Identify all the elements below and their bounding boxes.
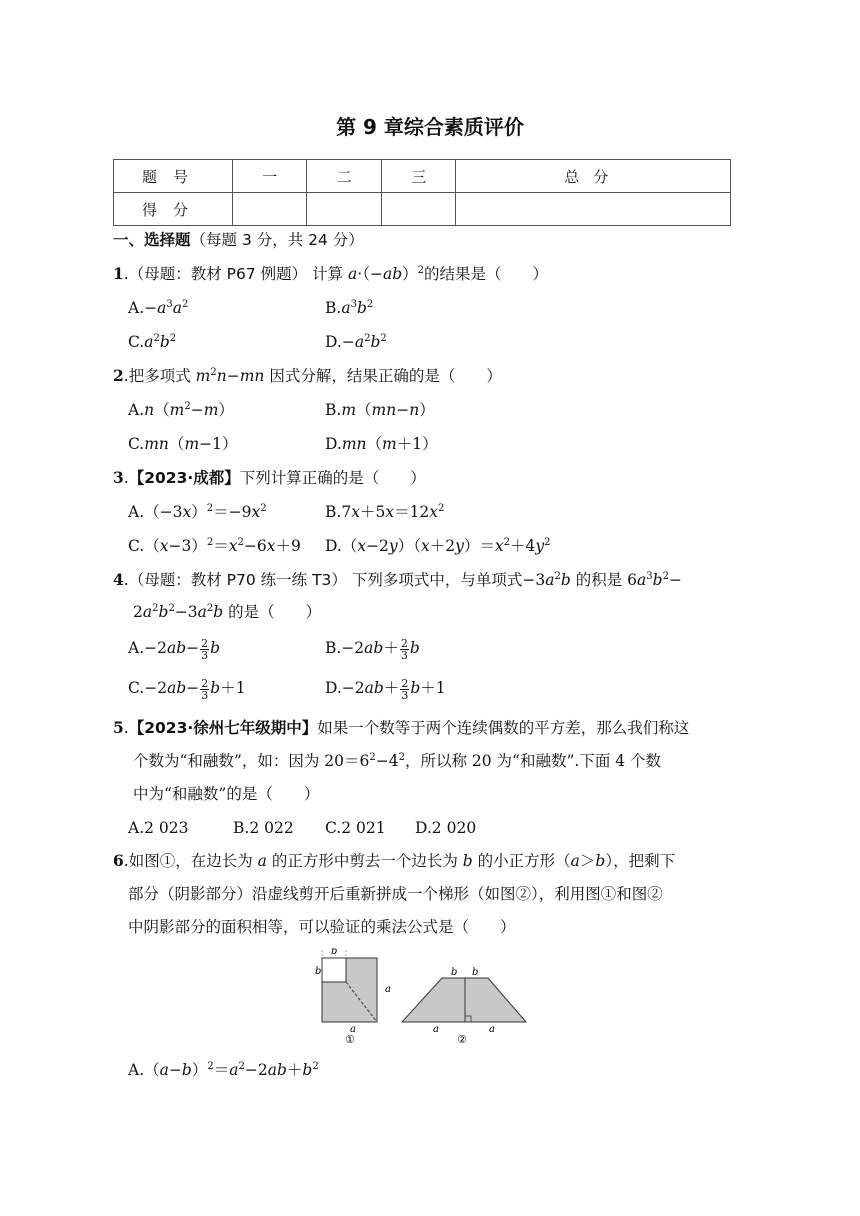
option-b: B.−2ab＋ $\frac{2}{3}$ b (325, 636, 420, 662)
figure-1-square (322, 950, 377, 1022)
question-text: 计算 (307, 265, 349, 283)
question-number: 1 (113, 264, 124, 283)
question-source: （母题：教材 P67 例题） (128, 265, 308, 283)
question-4-stem: 4.（母题：教材 P70 练一练 T3） 下列多项式中，与单项式$-3a^2b$ 的积是 $6a^3b^2-$ (113, 570, 682, 589)
score-cell[interactable] (456, 193, 731, 226)
score-table-header-row (114, 160, 731, 193)
question-2-stem: 2.把多项式 $m^2n-mn$ 因式分解，结果正确的是（ ） (113, 366, 502, 385)
option-c: $C.(x-3)^2=x^2-6x+9$ (128, 537, 301, 555)
option-b: $B.7x+5x=12x^2$ (325, 503, 445, 521)
score-cell[interactable] (307, 193, 381, 226)
option-d: D.2 020 (415, 819, 477, 837)
question-text: 把多项式 (128, 367, 196, 385)
question-3-stem: 3.【2023·成都】下列计算正确的是（ ） (113, 468, 426, 487)
option-c: C.mn（m−1） (128, 435, 238, 453)
question-text: 的是（ ） (223, 603, 322, 621)
option-a: $A.n(m^2-m)$ (128, 401, 234, 419)
score-cell[interactable] (381, 193, 455, 226)
option-c: C.2 021 (325, 819, 386, 837)
page-title: 第 9 章综合素质评价 (336, 115, 524, 139)
figure-label-a: a (350, 1024, 356, 1035)
section-note: （每题 3 分，共 24 分） (190, 231, 364, 249)
figure-label-a: a (385, 984, 391, 995)
question-number: 4 (113, 570, 124, 589)
score-table-row (114, 193, 731, 226)
option-d: $D.(x-2y)(x+2y)=x^2+4y^2$ (325, 537, 551, 555)
question-text: 如果一个数等于两个连续偶数的平方差，那么我们称这 (317, 719, 690, 737)
score-cell[interactable] (233, 193, 307, 226)
section-label: 一、选择题 (113, 231, 191, 249)
figure-label-a: a (489, 1024, 495, 1035)
score-header-cell: 二 (307, 160, 381, 193)
score-table (113, 159, 731, 226)
question-6-stem-cont: 中阴影部分的面积相等，可以验证的乘法公式是（ ） (128, 918, 516, 936)
figure-label-a: a (433, 1024, 439, 1035)
figure-1-caption: ① (345, 1033, 355, 1044)
geometry-figure (312, 948, 532, 1044)
question-source: （母题：教材 P70 练一练 T3） (128, 571, 347, 589)
question-number: 6 (113, 851, 124, 870)
option-c: $C.a^2b^2$ (128, 333, 177, 351)
option-b: B.2 022 (233, 819, 294, 837)
option-a: $A.-a^3a^2$ (128, 299, 189, 317)
option-d: D.−2ab＋ $\frac{2}{3}$ b＋1 (325, 676, 446, 702)
question-text: 的结果是（ ） (424, 265, 549, 283)
option-d: $D.-a^2b^2$ (325, 333, 387, 351)
option-a: A.−2ab− $\frac{2}{3}$ b (128, 636, 221, 662)
question-text: 的积是 (575, 571, 628, 589)
figure-label-b: b (472, 967, 479, 978)
figure-label-b: b (331, 948, 338, 957)
option-b: B.m（mn−n） (325, 401, 435, 419)
question-text: 下列计算正确的是（ ） (239, 469, 426, 487)
score-header-cell: 题号 (114, 160, 233, 193)
question-text: 因式分解，结果正确的是（ ） (264, 367, 502, 385)
option-d: D.mn（m＋1） (325, 435, 438, 453)
figure-2-trapezoid (402, 978, 526, 1022)
figure-label-b: b (451, 967, 458, 978)
score-header-cell: 三 (381, 160, 455, 193)
question-source: 【2023·成都】 (128, 469, 240, 487)
option-a: A.2 023 (128, 819, 189, 837)
option-c: C.−2ab− $\frac{2}{3}$ b＋1 (128, 676, 246, 702)
score-header-cell: 一 (233, 160, 307, 193)
question-6-stem-cont: 部分（阴影部分）沿虚线剪开后重新拼成一个梯形（如图②），利用图①和图② (128, 885, 663, 903)
score-header-cell: 总分 (456, 160, 731, 193)
option-b: $B.a^3b^2$ (325, 299, 374, 317)
question-1-stem: 1.（母题：教材 P67 例题） 计算 $a\cdot(-ab)^2$的结果是（ ） (113, 264, 549, 283)
option-a: $A.(-3x)^2=-9x^2$ (128, 503, 267, 521)
score-row-label: 得分 (114, 193, 233, 226)
option-a: $A.(a-b)^2=a^2-2ab+b^2$ (128, 1061, 319, 1079)
question-number: 5 (113, 718, 124, 737)
question-5-stem: 5.【2023·徐州七年级期中】如果一个数等于两个连续偶数的平方差，那么我们称这 (113, 718, 690, 737)
figure-label-b: b (315, 966, 322, 977)
question-number: 2 (113, 366, 124, 385)
question-source: 【2023·徐州七年级期中】 (128, 719, 318, 737)
figure-2-caption: ② (457, 1033, 467, 1044)
question-text: 下列多项式中，与单项式 (346, 571, 523, 589)
section-heading (113, 229, 364, 251)
question-6-stem: 6.如图①，在边长为 a 的正方形中剪去一个边长为 b 的小正方形（a＞b），把剩下 (113, 851, 676, 870)
question-5-stem-cont: 个数为“和融数”，如：因为 $20=6^2-4^2$，所以称 20 为“和融数”.下面 4 个数 (133, 752, 662, 770)
question-5-stem-cont: 中为“和融数”的是（ ） (133, 785, 320, 803)
question-number: 3 (113, 468, 124, 487)
question-4-stem-cont: $2a^2b^2-3a^2b$ 的是（ ） (133, 603, 322, 621)
